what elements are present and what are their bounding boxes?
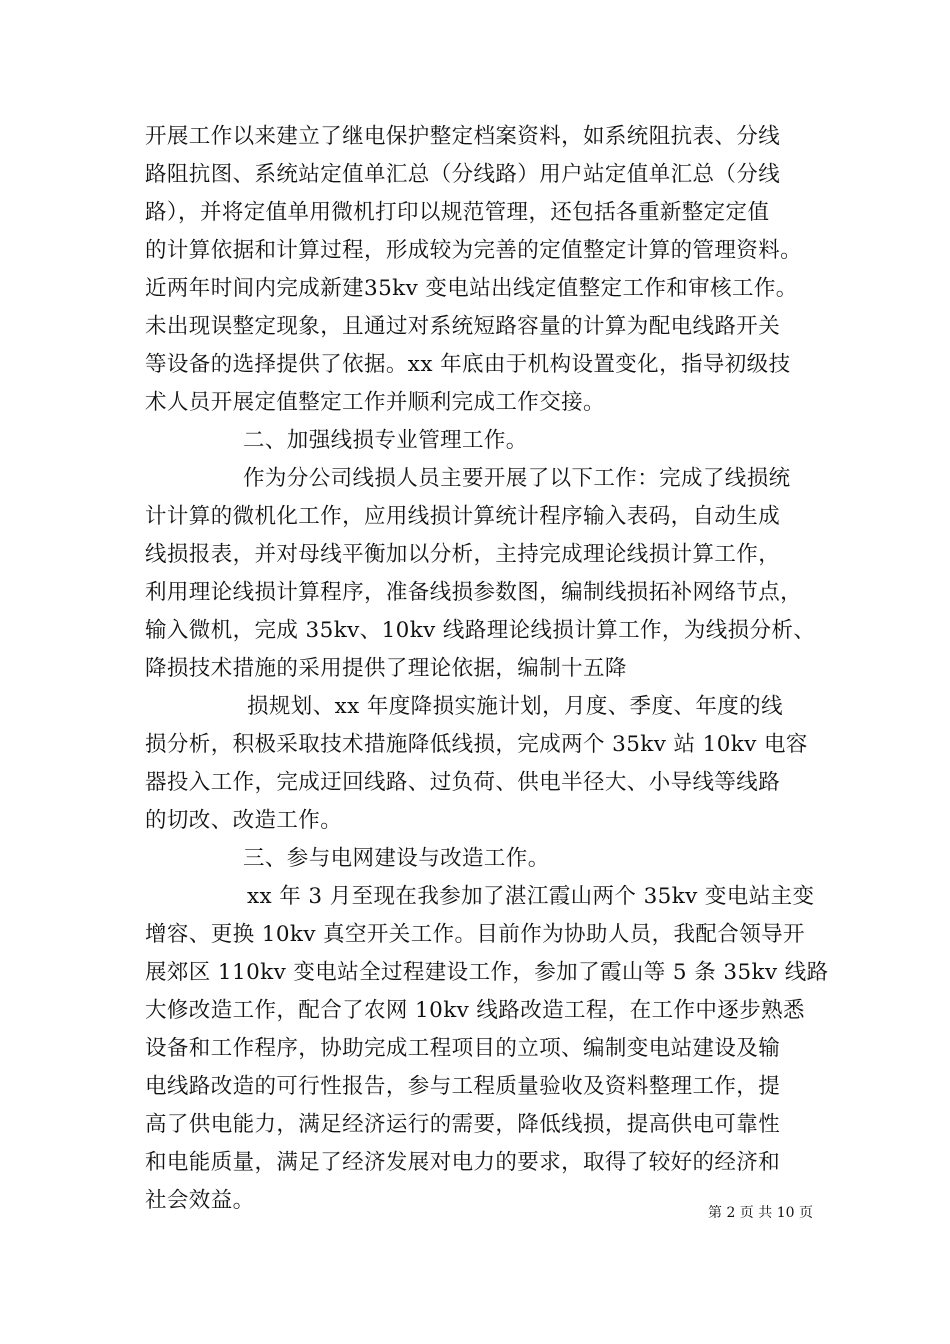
paragraph-line: 降损技术措施的采用提供了理论依据，编制十五降 (145, 656, 627, 681)
paragraph-line: 电线路改造的可行性报告，参与工程质量验收及资料整理工作，提 (145, 1074, 781, 1099)
paragraph-line: 输入微机，完成 35kv、10kv 线路理论线损计算工作，为线损分析、 (145, 618, 816, 643)
section-heading: 三、参与电网建设与改造工作。 (243, 846, 550, 871)
paragraph-line: 高了供电能力，满足经济运行的需要，降低线损，提高供电可靠性 (145, 1112, 781, 1137)
paragraph-line: 的切改、改造工作。 (145, 808, 343, 833)
paragraph-line: 作为分公司线损人员主要开展了以下工作：完成了线损统 (243, 466, 791, 491)
page-number: 第 2 页 共 10 页 (708, 1205, 813, 1221)
paragraph-line: 等设备的选择提供了依据。xx 年底由于机构设置变化，指导初级技 (145, 352, 791, 377)
paragraph-line: 路），并将定值单用微机打印以规范管理，还包括各重新整定定值 (145, 200, 770, 225)
paragraph-line: 近两年时间内完成新建35kv 变电站出线定值整定工作和审核工作。 (145, 276, 798, 301)
paragraph-line: 社会效益。 (145, 1188, 255, 1213)
paragraph-line: 未出现误整定现象，且通过对系统短路容量的计算为配电线路开关 (145, 314, 781, 339)
paragraph-line: 损分析，积极采取技术措施降低线损，完成两个 35kv 站 10kv 电容 (145, 732, 808, 757)
paragraph-line: 器投入工作，完成迂回线路、过负荷、供电半径大、小导线等线路 (145, 770, 781, 795)
paragraph-line: 利用理论线损计算程序，准备线损参数图，编制线损拓补网络节点， (145, 580, 803, 605)
paragraph-line: 开展工作以来建立了继电保护整定档案资料，如系统阻抗表、分线 (145, 124, 781, 149)
paragraph-line: 的计算依据和计算过程，形成较为完善的定值整定计算的管理资料。 (145, 238, 803, 263)
paragraph-line: 计计算的微机化工作，应用线损计算统计程序输入表码，自动生成 (145, 504, 781, 529)
paragraph-line: 线损报表，并对母线平衡加以分析，主持完成理论线损计算工作， (145, 542, 781, 567)
paragraph-line: 和电能质量，满足了经济发展对电力的要求，取得了较好的经济和 (145, 1150, 781, 1175)
paragraph-line: xx 年 3 月至现在我参加了湛江霞山两个 35kv 变电站主变 (247, 884, 815, 909)
paragraph-line: 损规划、xx 年度降损实施计划，月度、季度、年度的线 (247, 694, 783, 719)
section-heading: 二、加强线损专业管理工作。 (243, 428, 528, 453)
paragraph-line: 大修改造工作，配合了农网 10kv 线路改造工程，在工作中逐步熟悉 (145, 998, 805, 1023)
paragraph-line: 增容、更换 10kv 真空开关工作。目前作为协助人员，我配合领导开 (145, 922, 805, 947)
paragraph-line: 路阻抗图、系统站定值单汇总（分线路）用户站定值单汇总（分线 (145, 162, 781, 187)
paragraph-line: 设备和工作程序，协助完成工程项目的立项、编制变电站建设及输 (145, 1036, 781, 1061)
paragraph-line: 展郊区 110kv 变电站全过程建设工作，参加了霞山等 5 条 35kv 线路 (145, 960, 829, 985)
paragraph-line: 术人员开展定值整定工作并顺利完成工作交接。 (145, 390, 605, 415)
